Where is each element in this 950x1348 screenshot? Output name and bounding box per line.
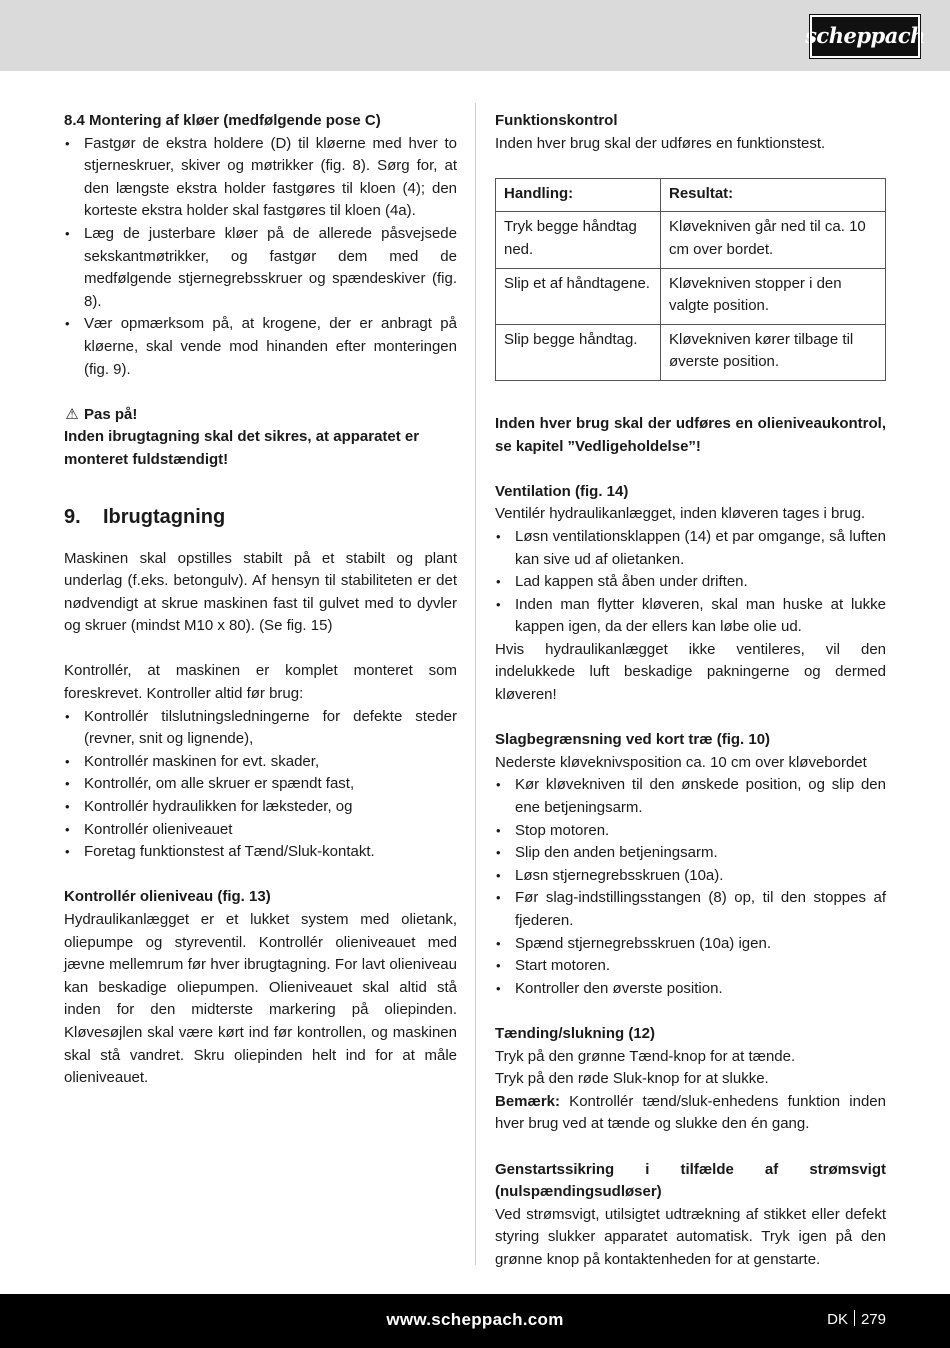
ventilation-list: [495, 526, 886, 639]
list-item: • Kontrollér maskinen for evt. skader,: [64, 751, 457, 774]
on-off-line-1: Tryk på den grønne Tænd-knop for at tænde.: [495, 1047, 796, 1065]
section-9-list: [64, 706, 457, 864]
table-cell: Slip begge håndtag.: [496, 324, 661, 380]
list-item: • Kontrollér, om alle skruer er spændt fast,: [64, 773, 457, 796]
function-check-heading: Funktionskontrol: [495, 112, 618, 129]
warning-title: [64, 404, 457, 427]
section-9-title: Ibrugtagning: [103, 505, 226, 528]
list-item: • Lad kappen stå åben under driften.: [495, 571, 886, 594]
table-cell: Kløvekniven går ned til ca. 10 cm over bordet.: [661, 212, 886, 268]
language-code: DK: [827, 1311, 848, 1328]
table-header: Resultat:: [661, 178, 886, 212]
table-header: Handling:: [496, 178, 661, 212]
list-item: • Vær opmærksom på, at krogene, der er anbragt på kløerne, skal vende mod hinanden efter monteringen (fig. 9).: [64, 313, 457, 381]
list-item: • Inden man flytter kløveren, skal man huske at lukke kappen igen, da der ellers kan løbe olie ud.: [495, 594, 886, 639]
warning-text: Inden ibrugtagning skal det sikres, at apparatet er monteret fuldstændigt!: [64, 428, 420, 468]
section-9-paragraph-1: Maskinen skal opstilles stabilt på et stabilt og plant underlag (f.eks. betongulv). Af hensyn til stabiliteten er det nødvendigt at skrue maskinen fast til gulvet med to dyvler og skruer (mindst M10 x 80). (Se fig. 15): [64, 549, 457, 635]
ventilation-intro: Ventilér hydraulikanlægget, inden kløveren tages i brug.: [495, 505, 866, 523]
list-item: • Start motoren.: [495, 955, 886, 978]
warning-title-text: Pas på!: [84, 405, 138, 423]
separator: [854, 1310, 855, 1326]
list-item: • Kontrollér olieniveauet: [64, 819, 457, 842]
on-off-note-text: Kontrollér tænd/sluk-enhedens funktion inden hver brug ved at tænde og slukke den én gang.: [495, 1092, 886, 1133]
footer-bar: [0, 1294, 950, 1348]
list-item: • Før slag-indstillingsstangen (8) op, til den stoppes af fjederen.: [495, 887, 886, 932]
page-number: 279: [860, 1311, 886, 1328]
stroke-limit-intro: Nederste kløveknivsposition ca. 10 cm over kløvebordet: [495, 753, 867, 771]
right-column: [495, 110, 886, 1272]
function-check-text: Inden hver brug skal der udføres en funktionstest.: [495, 134, 826, 152]
list-item: • Løsn stjernegrebsskruen (10a).: [495, 865, 886, 888]
section-9-number: 9.: [64, 505, 81, 528]
warning-icon: ⚠: [65, 405, 79, 423]
section-9-paragraph-2: Kontrollér, at maskinen er komplet monteret som foreskrevet. Kontroller altid før brug:: [64, 662, 457, 703]
ventilation-heading: Ventilation (fig. 14): [495, 482, 629, 500]
on-off-line-2: Tryk på den røde Sluk-knop for at slukke.: [495, 1070, 769, 1088]
column-divider: [475, 103, 476, 1265]
section-9-heading: [64, 504, 457, 530]
section-8-4-list: [64, 133, 457, 382]
restart-heading: Genstartssikring i tilfælde af strømsvigt (nulspændingsudløser): [495, 1160, 886, 1201]
table-cell: Slip et af håndtagene.: [496, 268, 661, 324]
list-item: • Spænd stjernegrebsskruen (10a) igen.: [495, 933, 886, 956]
table-cell: Kløvekniven kører tilbage til øverste position.: [661, 324, 886, 380]
list-item: • Kontroller den øverste position.: [495, 978, 886, 1001]
oil-check-notice: Inden hver brug skal der udføres en olieniveaukontrol, se kapitel ”Vedligeholdelse”!: [495, 414, 886, 455]
table-cell: Kløvekniven stopper i den valgte position.: [661, 268, 886, 324]
restart-text: Ved strømsvigt, utilsigtet udtrækning af stikket eller defekt styring slukker apparatet automatisk. Tryk igen på den grønne knop på kontaktenheden for at genstarte.: [495, 1205, 886, 1268]
on-off-note-label: Bemærk:: [495, 1092, 561, 1110]
list-item: • Fastgør de ekstra holdere (D) til kløerne med hver to stjerneskruer, skiver og møtrikker (fig. 8). Sørg for, at den længste ekstra holder fastgøres til kloen (4); den korteste ekstra holder skal fastgøres til kloen (4a).: [64, 133, 457, 223]
table-row: [496, 268, 886, 324]
table-cell: Tryk begge håndtag ned.: [496, 212, 661, 268]
ventilation-outro: Hvis hydraulikanlægget ikke ventileres, vil den indelukkede luft beskadige pakningerne og dermed kløveren!: [495, 640, 886, 704]
list-item: • Løsn ventilationsklappen (14) et par omgange, så luften kan sive ud af olietanken.: [495, 526, 886, 571]
footer-website-link[interactable]: www.scheppach.com: [386, 1310, 564, 1329]
page-indicator: [827, 1309, 886, 1332]
on-off-heading: Tænding/slukning (12): [495, 1024, 655, 1042]
list-item: • Læg de justerbare kløer på de allerede påsvejsede sekskantmøtrikker, og fastgør dem med de medfølgende stjernegrebsskruer og spændeskiver (fig. 8).: [64, 223, 457, 313]
function-test-table: [495, 178, 886, 381]
table-header-row: [496, 178, 886, 212]
on-off-note: [495, 1091, 886, 1136]
stroke-limit-heading: Slagbegrænsning ved kort træ (fig. 10): [495, 731, 771, 749]
list-item: • Slip den anden betjeningsarm.: [495, 842, 886, 865]
list-item: • Kontrollér hydraulikken for læksteder, og: [64, 796, 457, 819]
table-row: [496, 324, 886, 380]
left-column: [64, 110, 457, 1090]
list-item: • Kontrollér tilslutningsledningerne for defekte steder (revner, snit og lignende),: [64, 706, 457, 751]
section-8-4-heading: 8.4 Montering af kløer (medfølgende pose C): [64, 112, 381, 129]
stroke-limit-list: [495, 774, 886, 1000]
list-item: • Kør kløvekniven til den ønskede position, og slip den ene betjeningsarm.: [495, 774, 886, 819]
table-row: [496, 212, 886, 268]
oil-level-heading: Kontrollér olieniveau (fig. 13): [64, 888, 271, 906]
scheppach-logo: scheppach: [810, 15, 920, 58]
list-item: • Stop motoren.: [495, 820, 886, 843]
list-item: • Foretag funktionstest af Tænd/Sluk-kontakt.: [64, 841, 457, 864]
oil-level-text: Hydraulikanlægget er et lukket system med olietank, oliepumpe og styreventil. Kontrollér olieniveauet med jævne mellemrum før hver ibrugtagning. For lavt olieniveau kan beskadige oliepumpen. Olieniveauet skal altid stå inden for den midterste markering på oliepinden. Kløvesøjlen skal være kørt ind før kontrollen, og maskinen skal stå vandret. Skru oliepinden helt ind for at måle olieniveauet.: [64, 911, 457, 1087]
